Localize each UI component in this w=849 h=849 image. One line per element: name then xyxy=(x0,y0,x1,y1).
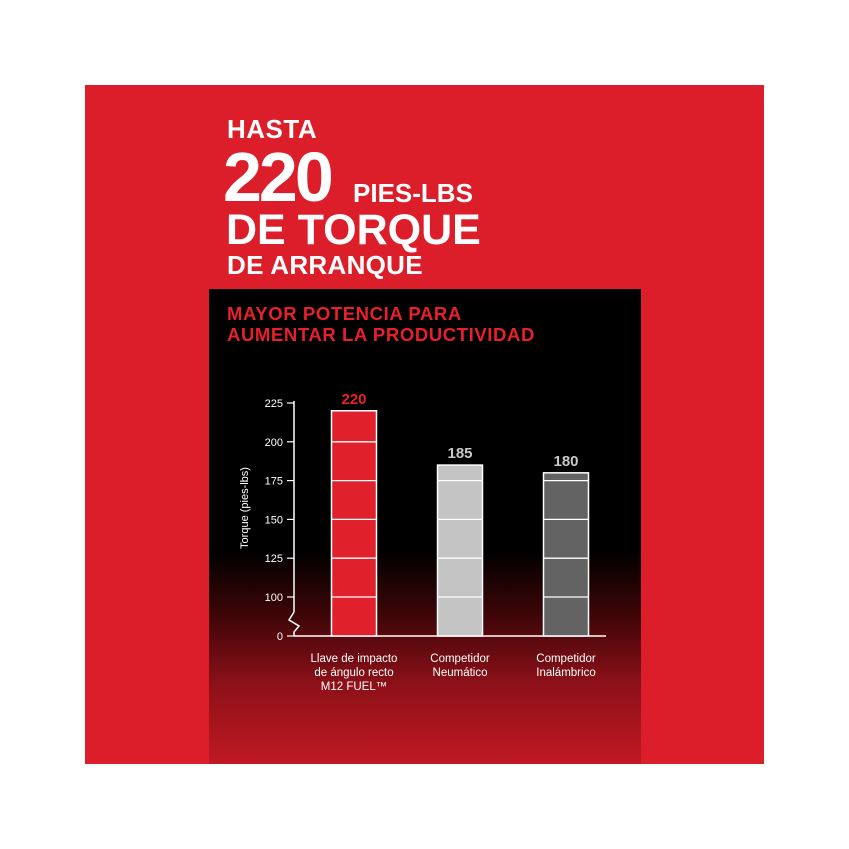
bar-2 xyxy=(438,465,483,636)
y-axis-label: Torque (pies-lbs) xyxy=(239,467,251,549)
category-label-1-line-1: Llave de impacto xyxy=(310,653,398,665)
category-label-3-line-2: Inalámbrico xyxy=(536,667,596,679)
y-tick-label-0: 0 xyxy=(276,631,283,643)
y-tick-label-150: 150 xyxy=(264,514,283,527)
bar-value-label-1: 220 xyxy=(341,390,367,408)
chart-subtitle-line1: MAYOR POTENCIA PARA xyxy=(227,303,462,324)
bar-1 xyxy=(332,411,377,636)
y-tick-label-200: 200 xyxy=(264,436,283,449)
category-label-2-line-1: Competidor xyxy=(430,653,490,665)
y-tick-label-225: 225 xyxy=(264,398,283,410)
y-tick-label-100: 100 xyxy=(264,592,283,604)
bar-value-label-2: 185 xyxy=(447,445,473,463)
headline-unit: PIES-LBS xyxy=(353,178,473,208)
y-tick-label-125: 125 xyxy=(264,553,283,566)
headline-de-torque: DE TORQUE xyxy=(226,206,481,254)
category-label-1-line-2: de ángulo recto xyxy=(314,667,394,679)
y-axis-break xyxy=(289,612,299,636)
headline-number: 220 xyxy=(223,138,331,216)
category-label-1-line-3: M12 FUEL™ xyxy=(320,681,388,693)
y-tick-label-175: 175 xyxy=(264,475,283,488)
chart-subtitle-line2: AUMENTAR LA PRODUCTIVIDAD xyxy=(227,324,535,345)
headline-de-arranque: DE ARRANQUE xyxy=(227,250,423,280)
category-label-3-line-1: Competidor xyxy=(536,653,596,665)
headline-hasta: HASTA xyxy=(227,114,318,144)
category-label-2-line-2: Neumático xyxy=(432,667,488,679)
bar-3 xyxy=(544,473,589,636)
bar-value-label-3: 180 xyxy=(553,452,579,470)
